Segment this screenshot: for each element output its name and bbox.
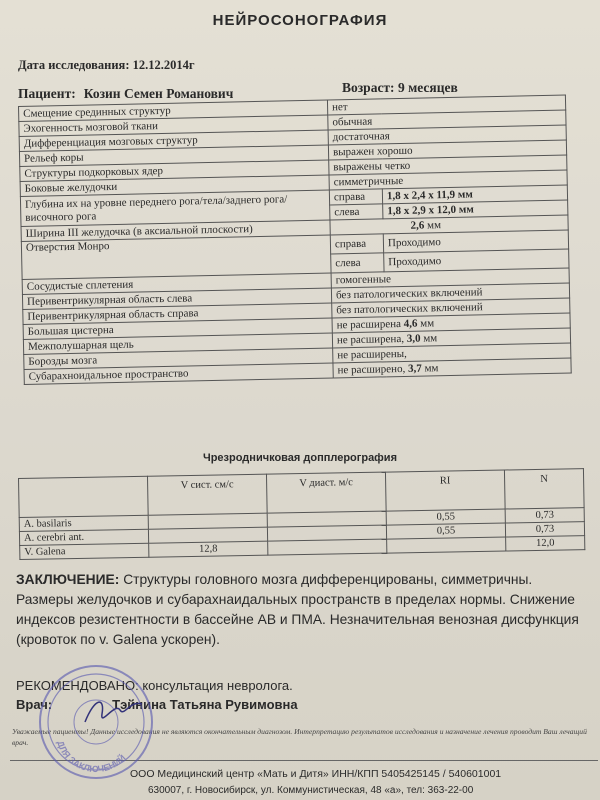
subarachnoid-unit: мм (424, 361, 439, 375)
vessel-ri: 0,55 (386, 509, 505, 525)
exam-date (18, 58, 195, 73)
patient-age (342, 80, 458, 96)
monro-left-side: слева (331, 253, 384, 273)
doppler-header-n: N (504, 469, 584, 509)
vessel-name: A. basilaris (19, 515, 148, 531)
doctor-signature (80, 692, 150, 732)
plexus-value: гомогенные (331, 268, 569, 288)
conclusion-heading: ЗАКЛЮЧЕНИЕ: (16, 572, 120, 587)
subarachnoid-text: не расширено, (337, 362, 406, 376)
sulci-label: Борозды мозга (24, 348, 333, 369)
fissure-label: Межполушарная щель (23, 333, 332, 354)
monro-left-value: Проходимо (384, 249, 569, 272)
vessel-vsys: 12,8 (149, 541, 268, 557)
finding-label: Боковые желудочки (20, 175, 329, 196)
vessel-n: 0,73 (505, 508, 584, 523)
vessel-n: 0,73 (505, 522, 584, 537)
finding-label: Смещение срединных структур (19, 100, 328, 121)
depth-right-value: 1,8 х 2,4 х 11,9 мм (382, 185, 567, 204)
doppler-header-vdia: V диаст. м/с (266, 472, 386, 513)
finding-value: выражены четко (329, 155, 567, 175)
conclusion (16, 570, 586, 650)
footer-org: ООО Медицинский центр «Мать и Дитя» ИНН/КПП 5405425145 / 540601001 (130, 768, 502, 780)
document-title: НЕЙРОСОНОГРАФИЯ (212, 12, 388, 29)
finding-value: обычная (328, 110, 566, 130)
finding-label: Эхогенность мозговой ткани (19, 115, 328, 136)
periventricular-left-value: без патологических включений (331, 283, 569, 303)
periventricular-right-label: Перивентрикулярная область справа (23, 303, 332, 324)
disclaimer: Уважаемые пациенты! Данные исследования не являются окончательным диагнозом. Интерпретацию результатов исследования и назначение лечения проводит Ваш лечащий врач. (12, 727, 587, 747)
exam-date-label: Дата исследования: (18, 58, 130, 72)
monro-right-side: справа (330, 234, 383, 254)
exam-date-value: 12.12.2014г (132, 58, 195, 72)
doppler-header-ri: RI (385, 470, 505, 511)
recommendation: РЕКОМЕНДОВАНО: консультация невролога. (16, 678, 293, 693)
doctor-label: Врач: (16, 697, 53, 712)
depth-right-side: справа (329, 189, 382, 205)
periventricular-left-label: Перивентрикулярная область слева (22, 288, 331, 309)
vessel-name: V. Galena (20, 543, 149, 559)
finding-value: выражен хорошо (328, 140, 566, 160)
finding-label: Структуры подкорковых ядер (20, 160, 329, 181)
cistern-unit: мм (420, 316, 435, 330)
doppler-header-vsys: V сист. см/с (147, 474, 267, 515)
third-ventricle-unit: мм (426, 218, 442, 231)
findings-table (18, 95, 572, 385)
footer-address: 630007, г. Новосибирск, ул. Коммунистическая, 48 «а», тел: 363-22-00 (148, 785, 474, 796)
finding-value: нет (327, 95, 565, 115)
periventricular-right-value: без патологических включений (332, 298, 570, 318)
monro-label: Отверстия Монро (21, 235, 331, 279)
fissure-text: не расширена, (336, 332, 405, 346)
third-ventricle-number: 2,6 (410, 219, 425, 232)
age-value: 9 месяцев (397, 80, 458, 95)
age-label: Возраст: (342, 80, 395, 95)
depth-label: Глубина их на уровне переднего рога/тела/заднего рога/височного рога (20, 190, 330, 226)
doppler-title: Чрезродничковая допплерография (202, 452, 397, 464)
depth-left-value: 1,8 х 2,9 х 12,0 мм (383, 200, 568, 219)
finding-label: Рельеф коры (19, 145, 328, 166)
vessel-vdia (268, 539, 387, 555)
monro-right-value: Проходимо (383, 230, 568, 253)
cistern-label: Большая цистерна (23, 318, 332, 339)
doppler-table (18, 468, 585, 560)
finding-value: симметричные (329, 170, 567, 190)
finding-value: достаточная (328, 125, 566, 145)
cistern-text: не расширена (336, 317, 402, 331)
doctor-name: Тэйнина Татьяна Рувимовна (112, 697, 298, 712)
patient-name: Козин Семен Романович (83, 86, 234, 101)
vessel-n: 12,0 (506, 536, 585, 551)
cistern-number: 4,6 (403, 317, 418, 330)
vessel-ri (387, 537, 506, 553)
vessel-ri: 0,55 (386, 523, 505, 539)
fissure-unit: мм (423, 331, 438, 345)
patient-label: Пациент: (18, 86, 76, 101)
subarachnoid-label: Субарахноидальное пространство (24, 363, 333, 384)
third-ventricle-label: Ширина III желудочка (в аксиальной плоскости) (21, 220, 330, 241)
doppler-header-empty (19, 476, 149, 517)
conclusion-text: Структуры головного мозга дифференцированы, симметричны. Размеры желудочков и субарахнаидальных пространств в пределах нормы. Снижение индексов резистентности в бассейне АВ и ПМА. Незначительная венозная дисфункция (кровоток по v. Galena ускорен). (16, 572, 579, 647)
depth-left-side: слева (330, 204, 383, 220)
sulci-value: не расширены, (333, 343, 571, 363)
stamp-text: ДЛЯ ЗАКЛЮЧЕНИЙ (55, 739, 128, 775)
finding-label: Дифференциация мозговых структур (19, 130, 328, 151)
plexus-label: Сосудистые сплетения (22, 273, 331, 294)
patient-info (18, 86, 233, 102)
fissure-number: 3,0 (406, 332, 421, 345)
subarachnoid-number: 3,7 (407, 362, 422, 375)
vessel-name: A. cerebri ant. (19, 529, 148, 545)
